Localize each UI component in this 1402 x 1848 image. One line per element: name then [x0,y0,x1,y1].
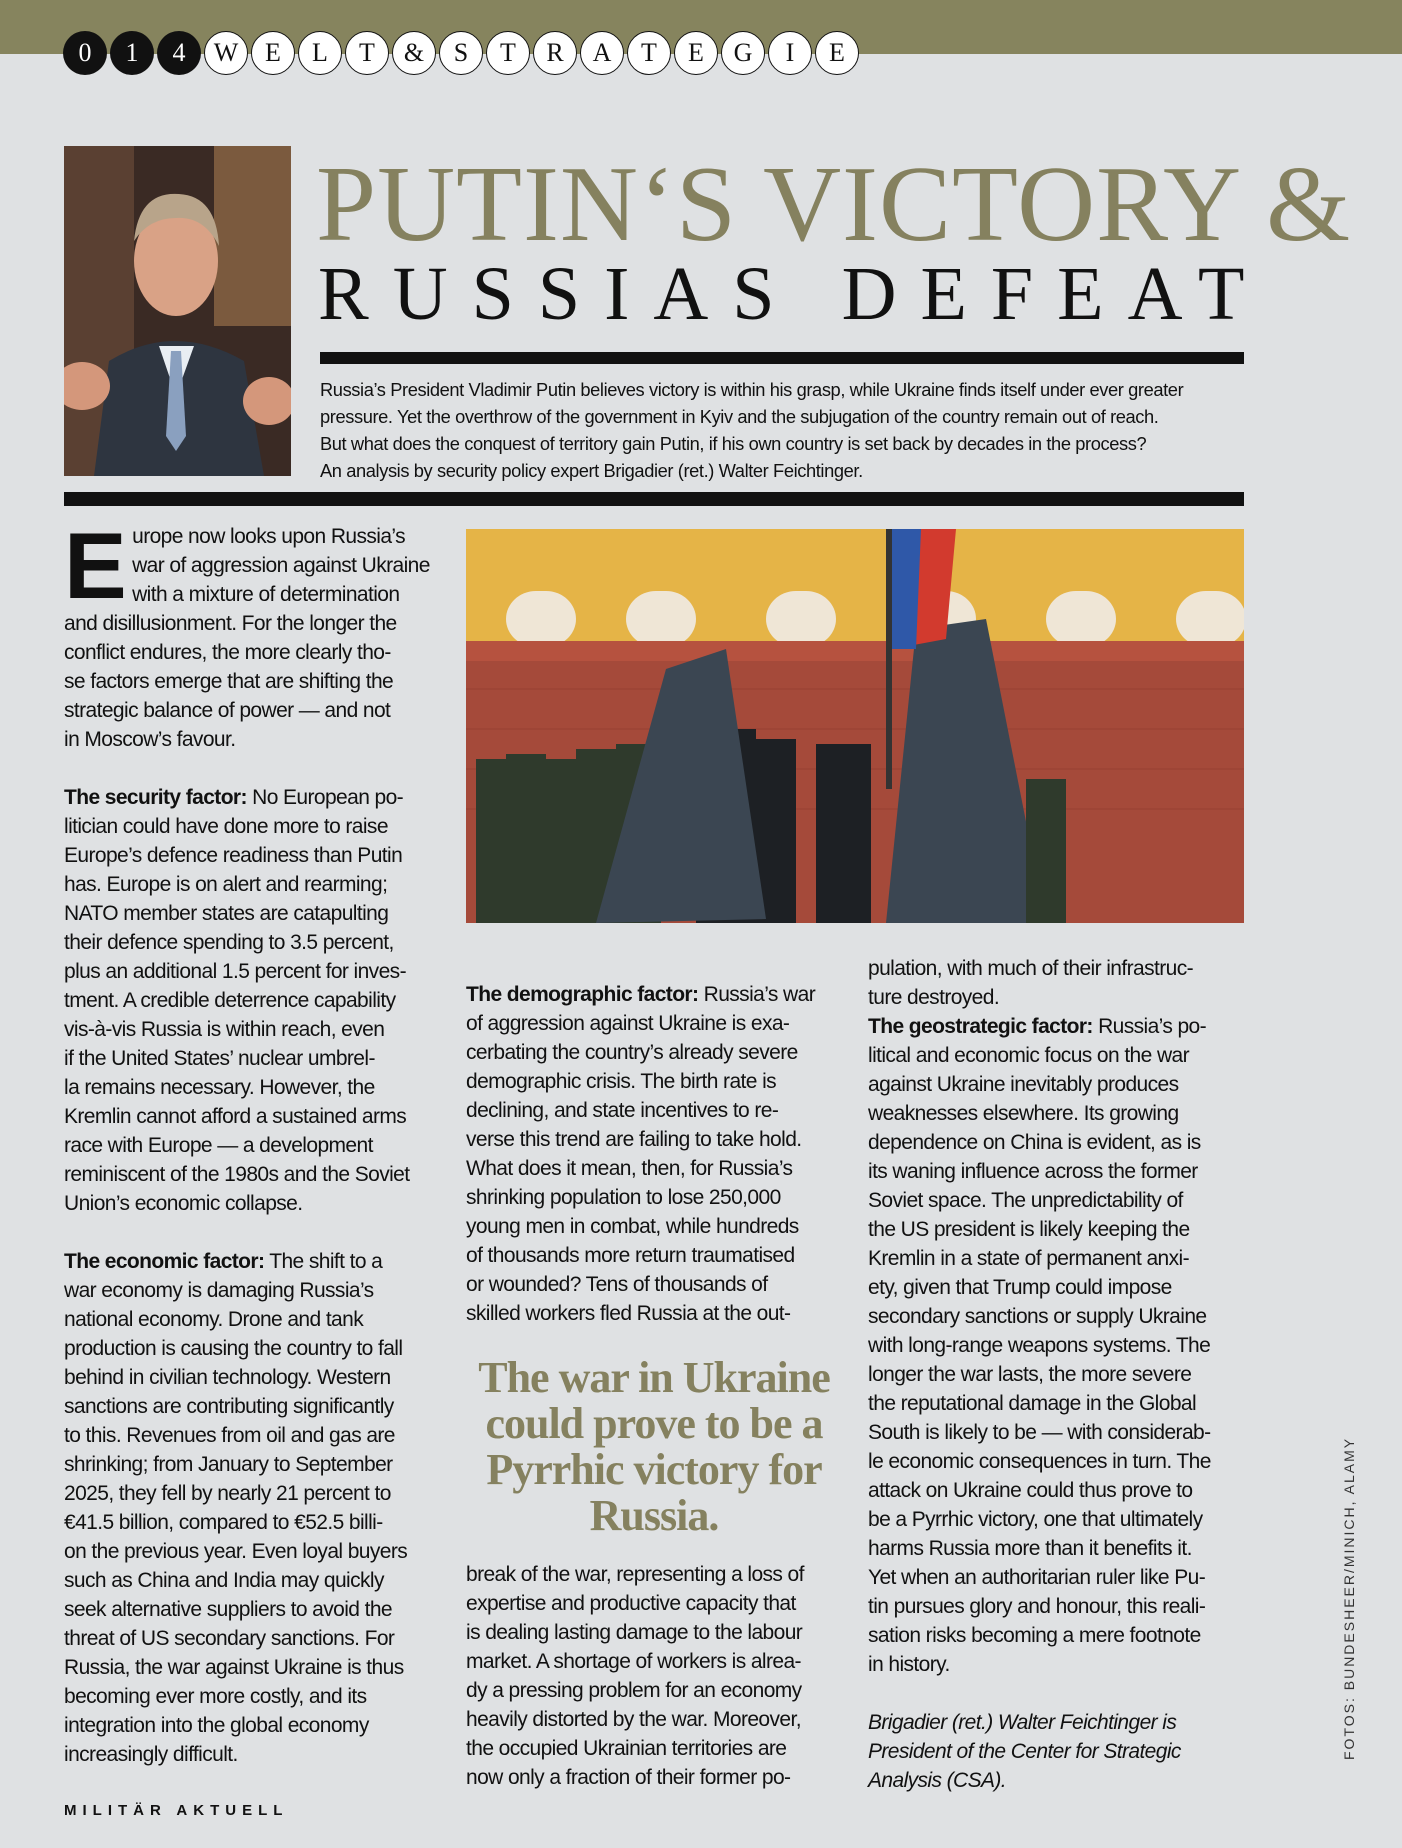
body-line: the occupied Ukrainian territories are [466,1737,787,1760]
column-3 [868,954,1258,1795]
body-line: litical and economic focus on the war [868,1044,1189,1067]
body-line: such as China and India may quickly [64,1569,384,1592]
section-letter: E [815,31,859,75]
body-line: secondary sanctions or supply Ukraine [868,1305,1207,1328]
body-line: Yet when an authoritarian ruler like Pu- [868,1566,1206,1589]
section-letter: L [298,31,342,75]
body-line: Kremlin in a state of permanent anxi- [868,1247,1189,1270]
body-line: tment. A credible deterrence capability [64,989,396,1012]
body-line: seek alternative suppliers to avoid the [64,1598,392,1621]
body-line: declining, and state incentives to re- [466,1099,779,1122]
parade-photo [466,529,1244,923]
body-line: South is likely to be — with considerab- [868,1421,1211,1444]
page-section-indicator [63,31,862,75]
column-1 [64,513,444,1769]
section-letter: E [251,31,295,75]
body-line: What does it mean, then, for Russia’s [466,1157,793,1180]
body-line: tin pursues glory and honour, this reali- [868,1595,1206,1618]
body-line: NATO member states are catapulting [64,902,389,925]
headline-line2: RUSSIAS DEFEAT [318,252,1269,336]
body-line: attack on Ukraine could thus prove to [868,1479,1193,1502]
body-line: war economy is damaging Russia’s [64,1279,374,1302]
body-line: verse this trend are failing to take hold. [466,1128,802,1151]
intro-line: pressure. Yet the overthrow of the government in Kyiv and the subjugation of the country remain out of reach. [320,406,1159,427]
page-digit: 1 [110,31,154,75]
body-line: plus an additional 1.5 percent for inves- [64,960,406,983]
body-line: heavily distorted by the war. Moreover, [466,1708,801,1731]
author-bio-line: Brigadier (ret.) Walter Feichtinger is [868,1711,1177,1734]
section-letter: G [721,31,765,75]
paragraph-first-line [64,783,444,812]
body-line: 2025, they fell by nearly 21 percent to [64,1482,391,1505]
body-line: expertise and productive capacity that [466,1592,796,1615]
intro-line: Russia’s President Vladimir Putin believes victory is within his grasp, while Ukraine finds itself under ever greater [320,379,1184,400]
magazine-footer: MILITÄR AKTUELL [64,1802,289,1819]
pull-quote-line: could prove to be a [485,1399,823,1448]
intro-line: An analysis by security policy expert Brigadier (ret.) Walter Feichtinger. [320,460,863,481]
body-line: war of aggression against Ukraine [132,554,430,577]
subhead-demographic: The demographic factor: [466,983,699,1006]
body-text: Russia’s po- [1092,1015,1207,1038]
section-letter: R [533,31,577,75]
intro-paragraph [320,376,1260,484]
body-line: in history. [868,1653,950,1676]
drop-cap: E [64,513,127,618]
body-line: skilled workers fled Russia at the out- [466,1302,791,1325]
body-line: increasingly difficult. [64,1743,238,1766]
intro-line: But what does the conquest of territory gain Putin, if his own country is set back by decades in the process? [320,433,1147,454]
author-portrait [64,146,291,476]
body-line: shrinking; from January to September [64,1453,393,1476]
body-line: Union’s economic collapse. [64,1192,303,1215]
body-line: becoming ever more costly, and its [64,1685,367,1708]
section-letter: T [486,31,530,75]
subhead-security: The security factor: [64,786,247,809]
body-line: Europe’s defence readiness than Putin [64,844,403,867]
body-line: conflict endures, the more clearly tho- [64,641,391,664]
body-line: has. Europe is on alert and rearming; [64,873,388,896]
body-line: demographic crisis. The birth rate is [466,1070,777,1093]
body-line: against Ukraine inevitably produces [868,1073,1179,1096]
body-line: €41.5 billion, compared to €52.5 billi- [64,1511,383,1534]
body-line: and disillusionment. For the longer the [64,612,397,635]
body-line: harms Russia more than it benefits it. [868,1537,1192,1560]
body-line: litician could have done more to raise [64,815,388,838]
body-line: le economic consequences in turn. The [868,1450,1211,1473]
section-letter: A [580,31,624,75]
photo-credit: FOTOS: BUNDESHEER/MINICH, ALAMY [1341,1436,1357,1760]
body-line: dependence on China is evident, as is [868,1131,1201,1154]
title-rule [320,352,1244,364]
body-line: production is causing the country to fall [64,1337,403,1360]
body-line: with long-range weapons systems. The [868,1334,1211,1357]
body-line: pulation, with much of their infrastruc- [868,957,1193,980]
page-digit: 0 [63,31,107,75]
body-line: the reputational damage in the Global [868,1392,1197,1415]
paragraph-first-line [466,980,850,1009]
pull-quote-line: Russia. [589,1491,719,1540]
section-letter: W [204,31,248,75]
body-line: break of the war, representing a loss of [466,1563,804,1586]
body-line: if the United States’ nuclear umbrel- [64,1047,375,1070]
body-line: behind in civilian technology. Western [64,1366,391,1389]
body-line: race with Europe — a development [64,1134,373,1157]
body-text: No European po- [246,786,404,809]
section-letter: T [627,31,671,75]
body-line: longer the war lasts, the more severe [868,1363,1192,1386]
body-line: se factors emerge that are shifting the [64,670,394,693]
body-line: sanctions are contributing significantly [64,1395,394,1418]
body-line: its waning influence across the former [868,1160,1198,1183]
body-text: The shift to a [264,1250,383,1273]
section-letter: E [674,31,718,75]
body-line: be a Pyrrhic victory, one that ultimately [868,1508,1203,1531]
body-line: Soviet space. The unpredictability of [868,1189,1183,1212]
paragraph-first-line [868,1012,1258,1041]
body-line: Kremlin cannot afford a sustained arms [64,1105,407,1128]
body-line: sation risks becoming a mere footnote [868,1624,1201,1647]
pull-quote-line: The war in Ukraine [478,1353,830,1402]
body-line: cerbating the country’s already severe [466,1041,798,1064]
body-line: their defence spending to 3.5 percent, [64,931,394,954]
body-line: with a mixture of determination [132,583,400,606]
body-line: reminiscent of the 1980s and the Soviet [64,1163,410,1186]
section-letter: I [768,31,812,75]
subhead-geostrategic: The geostrategic factor: [868,1015,1093,1038]
body-line: of thousands more return traumatised [466,1244,795,1267]
body-line: vis-à-vis Russia is within reach, even [64,1018,385,1041]
body-line: threat of US secondary sanctions. For [64,1627,395,1650]
body-line: in Moscow’s favour. [64,728,236,751]
pull-quote [466,1355,842,1539]
section-letter: T [345,31,389,75]
body-line: dy a pressing problem for an economy [466,1679,802,1702]
body-line: weaknesses elsewhere. Its growing [868,1102,1179,1125]
headline-line1: PUTIN‘S VICTORY & [316,145,1352,264]
body-line: or wounded? Tens of thousands of [466,1273,768,1296]
body-line: of aggression against Ukraine is exa- [466,1012,790,1035]
body-line: the US president is likely keeping the [868,1218,1190,1241]
body-line: Russia, the war against Ukraine is thus [64,1656,404,1679]
body-text: Russia’s war [698,983,816,1006]
body-line: to this. Revenues from oil and gas are [64,1424,395,1447]
page-digit: 4 [157,31,201,75]
body-line: market. A shortage of workers is alrea- [466,1650,801,1673]
body-line: young men in combat, while hundreds [466,1215,799,1238]
column-2 [466,980,850,1328]
body-line: on the previous year. Even loyal buyers [64,1540,408,1563]
body-line: ety, given that Trump could impose [868,1276,1172,1299]
body-line: ture destroyed. [868,986,1000,1009]
section-letter: S [439,31,483,75]
column-2-continued [466,1560,850,1792]
body-line: urope now looks upon Russia’s [132,525,405,548]
pull-quote-line: Pyrrhic victory for [486,1445,822,1494]
body-line: national economy. Drone and tank [64,1308,364,1331]
body-line: integration into the global economy [64,1714,369,1737]
paragraph-first-line [64,1247,444,1276]
intro-rule [64,492,1244,506]
body-line: is dealing lasting damage to the labour [466,1621,803,1644]
subhead-economic: The economic factor: [64,1250,265,1273]
section-letter: & [392,31,436,75]
body-line: shrinking population to lose 250,000 [466,1186,781,1209]
body-line: now only a fraction of their former po- [466,1766,791,1789]
author-bio-line: President of the Center for Strategic [868,1740,1181,1763]
body-line: strategic balance of power — and not [64,699,391,722]
author-bio-line: Analysis (CSA). [868,1769,1007,1792]
body-line: la remains necessary. However, the [64,1076,375,1099]
